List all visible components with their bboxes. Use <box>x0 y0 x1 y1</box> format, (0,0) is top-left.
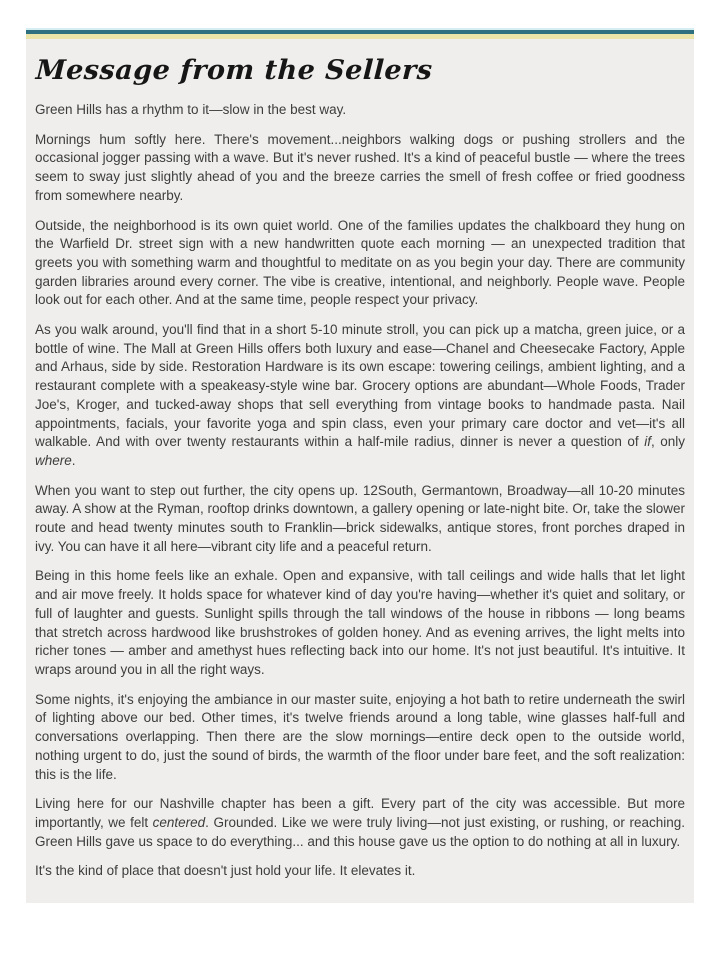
paragraph-mornings: Mornings hum softly here. There's movement...neighbors walking dogs or pushing strollers and the occasional jogger passing with a wave. But it's never rushed. It's a kind of peaceful bustle — where the trees seem to sway just slightly ahead of you and the breeze carries the smell of fresh coffee or fried goodness from somewhere nearby. <box>35 131 685 203</box>
paragraph-walkability: As you walk around, you'll find that in a short 5-10 minute stroll, you can pick up a matcha, green juice, or a bottle of wine. The Mall at Green Hills offers both luxury and ease—Chanel and Cheesecake Factory, Apple and Arhaus, side by side. Restoration Hardware is its own escape: towering ceilings, ambient lighting, and a restaurant complete with a speakeasy-style wine bar. Grocery options are abundant—Whole Foods, Trader Joe's, Kroger, and tucked-away shops that sell everything from vintage books to handmade pasta. Nail appointments, facials, your favorite yoga and spin class, even your primary care doctor and vet—it's all walkable. And with over twenty restaurants within a half-mile radius, dinner is never a question of if, only where. <box>35 322 685 468</box>
paragraph-closing: It's the kind of place that doesn't just hold your life. It elevates it. <box>35 863 416 879</box>
paragraph-nights: Some nights, it's enjoying the ambiance in our master suite, enjoying a hot bath to retire underneath the swirl of lighting above our bed. Other times, it's twelve friends around a long table, wine glasses half-full and conversations overlapping. Then there are the slow mornings—entire deck open to the outside world, nothing urgent to do, just the sound of birds, the warmth of the floor under bare feet, and the soft realization: this is the life. <box>35 691 685 782</box>
content-panel <box>26 39 694 903</box>
paragraph-neighborhood: Outside, the neighborhood is its own quiet world. One of the families updates the chalkboard they hung on the Warfield Dr. street sign with a new handwritten quote each morning — an unexpected tradition that greets you with something warm and thoughtful to meditate on as you begin your day. There are community garden libraries around every corner. The vibe is creative, intentional, and neighborly. People wave. People look out for each other. And at the same time, people respect your privacy. <box>35 217 685 308</box>
paragraph-nashville-chapter: Living here for our Nashville chapter has been a gift. Every part of the city was accessible. But more importantly, we felt centered. Grounded. Like we were truly living—not just existing, or rushing, or reaching. Green Hills gave us space to do everything... and this house gave us the option to do nothing at all in luxury. <box>35 796 685 849</box>
paragraph-intro: Green Hills has a rhythm to it—slow in the best way. <box>35 102 347 117</box>
paragraph-home-feel: Being in this home feels like an exhale. Open and expansive, with tall ceilings and wide halls that let light and air move freely. It holds space for whatever kind of day you're having—whether it's quiet and solitary, or full of laughter and guests. Sunlight spills through the tall windows of the house in ribbons — long beams that stretch across hardwood like brushstrokes of golden honey. And as evening arrives, the light melts into richer tones — amber and amethyst hues reflecting back into our home. It's not just beautiful. It's intuitive. It wraps around you in all the right ways. <box>35 568 685 677</box>
accent-bar <box>26 28 694 39</box>
paragraph-city: When you want to step out further, the city opens up. 12South, Germantown, Broadway—all 10-20 minutes away. A show at the Ryman, rooftop drinks downtown, a gallery opening or late-night bite. Or, take the slower route and head twenty minutes south to Franklin—brick sidewalks, antique stores, front porches draped in ivy. You can have it all here—vibrant city life and a peaceful return. <box>35 482 685 554</box>
page-title: Message from the Sellers <box>35 55 434 86</box>
